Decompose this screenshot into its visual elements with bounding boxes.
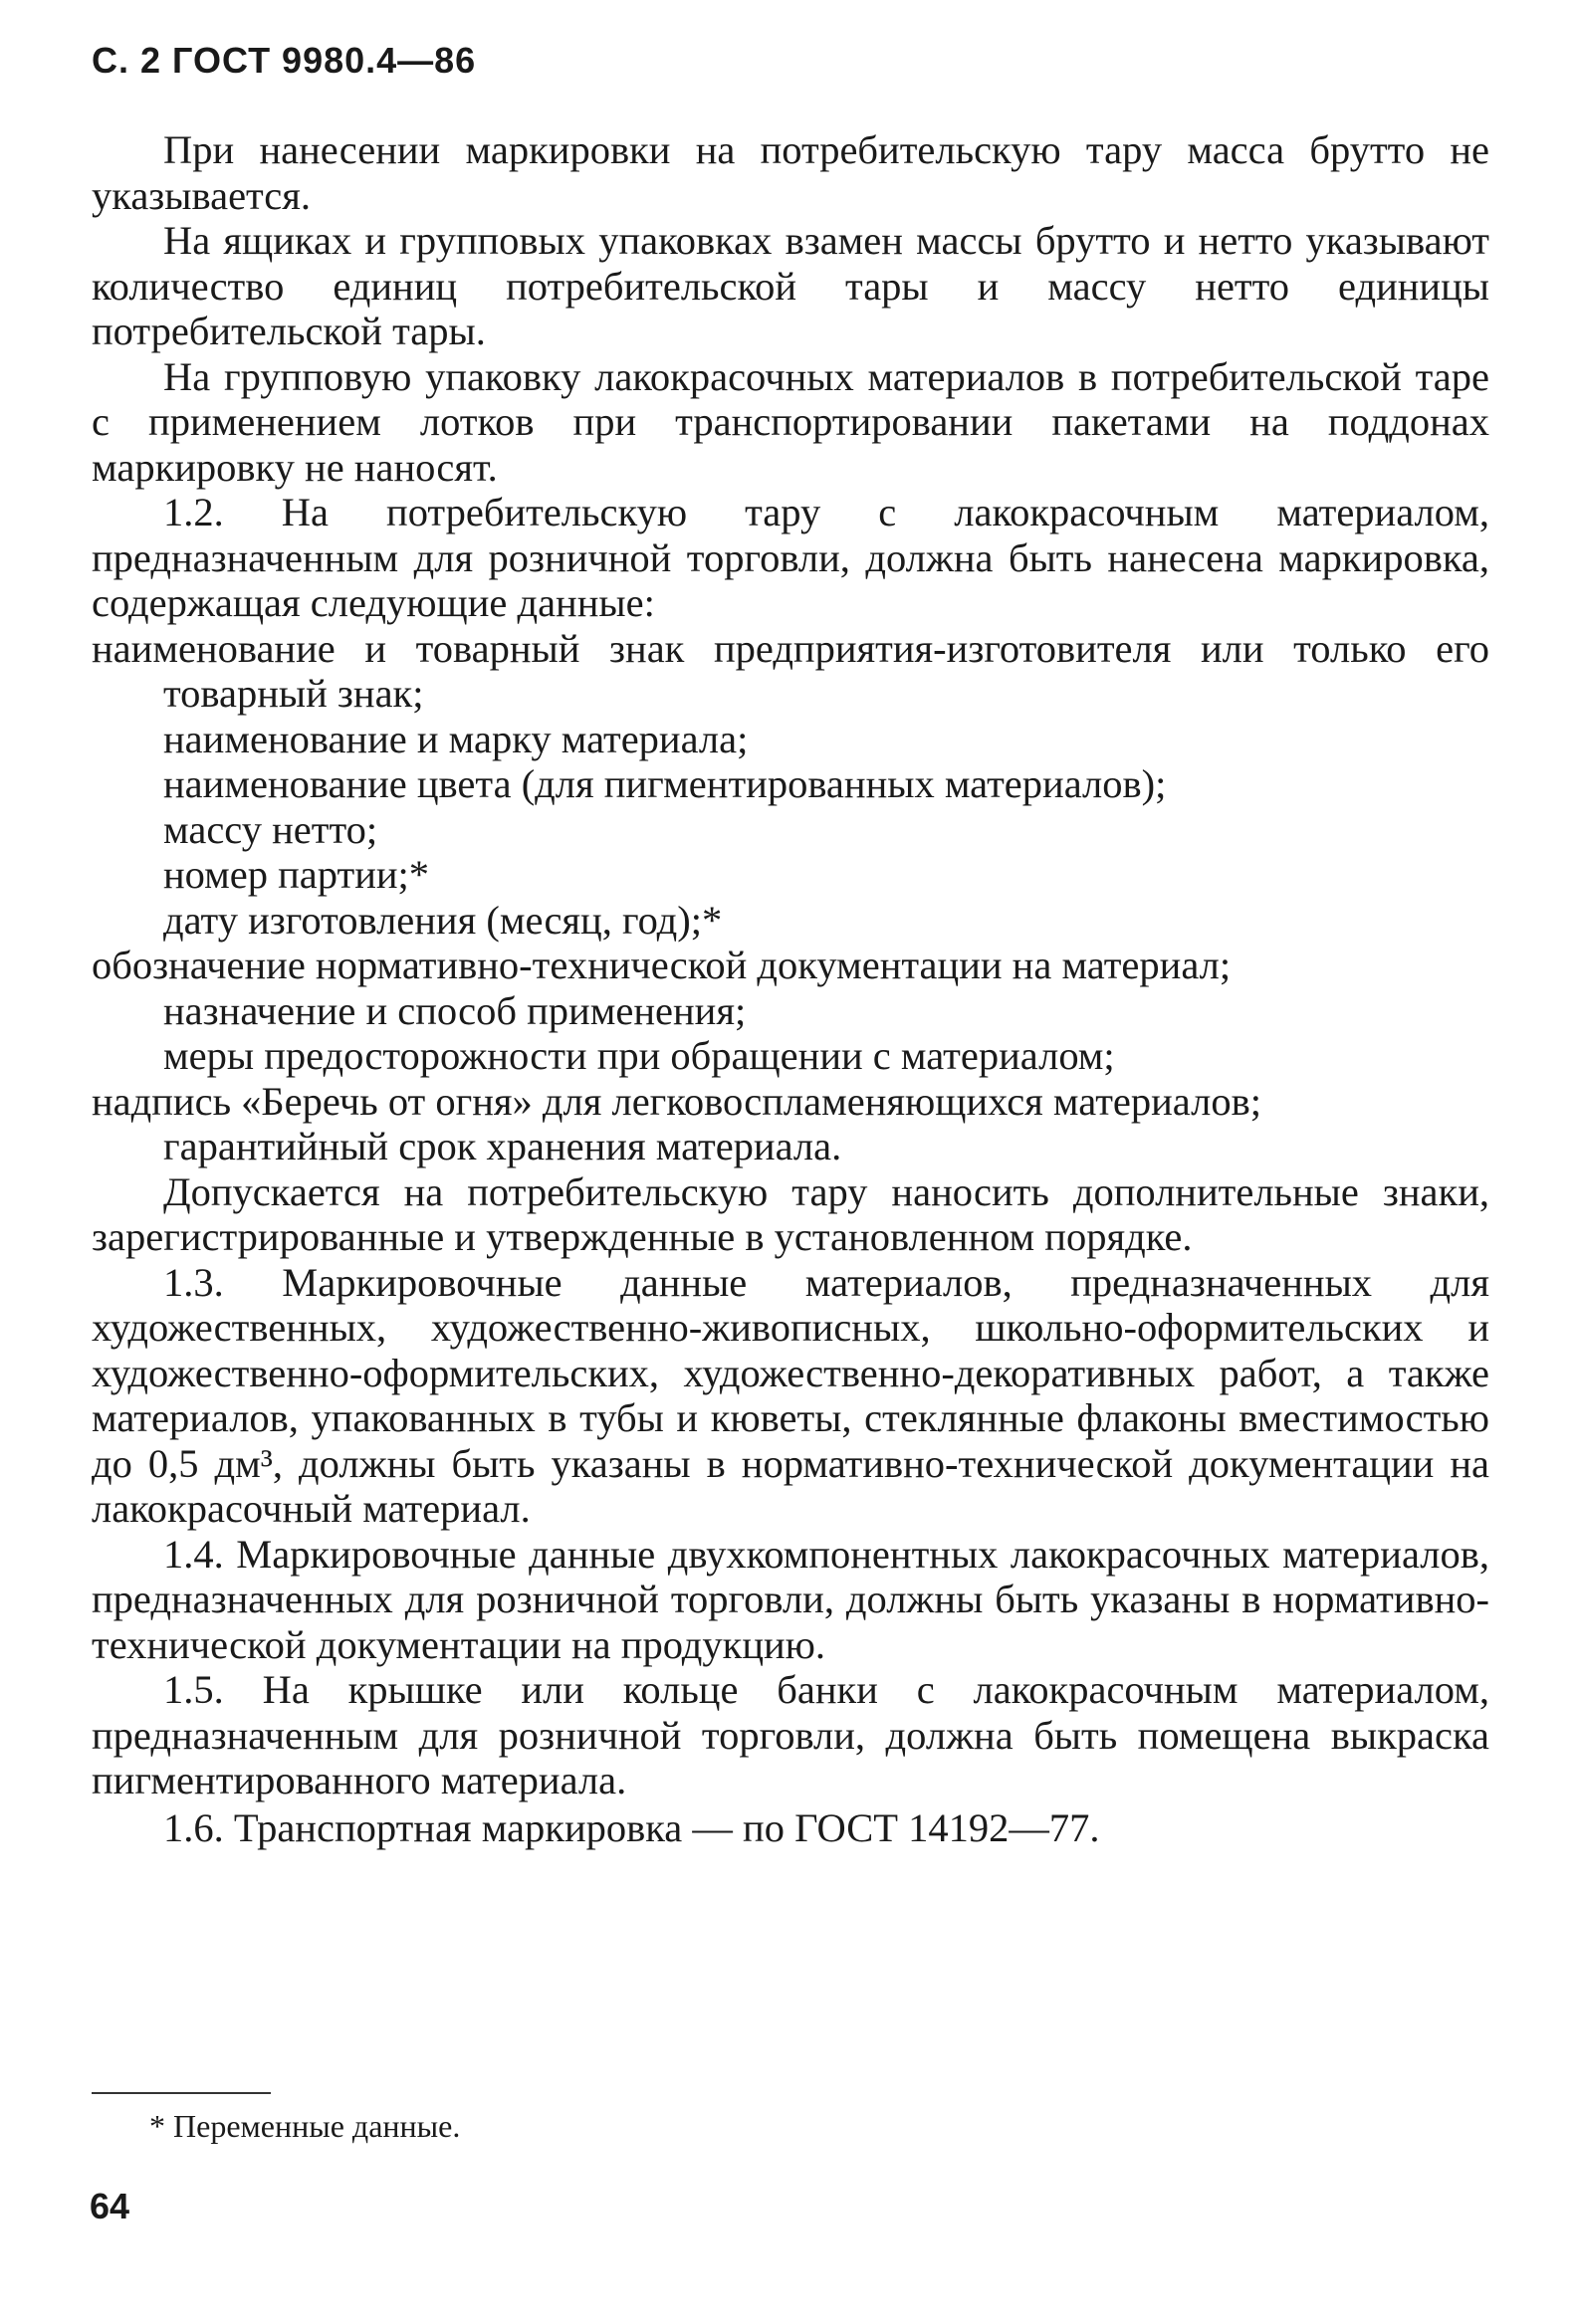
footnote-divider xyxy=(92,2092,271,2094)
list-item: наименование и товарный знак предприятия-изготовителя или только его товарный знак; xyxy=(92,625,1489,716)
clause-1-4: 1.4. Маркировочные данные двухкомпонентных лакокрасочных материалов, предназначенных для розничной торговли, должны быть указаны в нормативно-технической документации на продукцию. xyxy=(92,1531,1489,1667)
list-item: дату изготовления (месяц, год);* xyxy=(163,897,723,943)
list-item: наименование цвета (для пигментированных материалов); xyxy=(163,761,1167,806)
paragraph: Допускается на потребительскую тару наносить дополнительные знаки, зарегистрированные и утвержденные в установленном порядке. xyxy=(92,1168,1489,1259)
list-item: массу нетто; xyxy=(163,806,378,852)
paragraph: При нанесении маркировки на потребительскую тару масса брутто не указывается. xyxy=(92,127,1489,218)
paragraph: На групповую упаковку лакокрасочных материалов в потребительской таре с применением лотков при транспортировании пакетами на поддонах маркировку не наносят. xyxy=(92,353,1489,490)
clause-1-2: 1.2. На потребительскую тару с лакокрасочным материалом, предназначенным для розничной торговли, должна быть нанесена маркировка, содержащая следующие данные: xyxy=(92,490,1489,625)
document-body xyxy=(92,127,1489,1850)
paragraph: На ящиках и групповых упаковках взамен массы брутто и нетто указывают количество единиц потребительской тары и массу нетто единицы потребительской тары. xyxy=(92,218,1489,353)
list-item: наименование и марку материала; xyxy=(163,716,749,761)
list-item: номер партии;* xyxy=(163,852,430,897)
page-number: 64 xyxy=(90,2186,130,2226)
footnote: * Переменные данные. xyxy=(149,2108,461,2144)
clause-1-5: 1.5. На крышке или кольце банки с лакокрасочным материалом, предназначенным для розничной торговли, должна быть помещена выкраска пигментированного материала. xyxy=(92,1667,1489,1802)
list-item: назначение и способ применения; xyxy=(163,987,747,1033)
clause-1-6: 1.6. Транспортная маркировка — по ГОСТ 14192—77. xyxy=(163,1804,1100,1850)
list-item: обозначение нормативно-технической документации на материал; xyxy=(92,943,1232,987)
marking-list xyxy=(92,626,1489,1169)
list-item: меры предосторожности при обращении с материалом; xyxy=(163,1033,1115,1078)
list-item: гарантийный срок хранения материала. xyxy=(163,1124,842,1168)
list-item: надпись «Беречь от огня» для легковоспламеняющихся материалов; xyxy=(92,1078,1261,1124)
running-header: С. 2 ГОСТ 9980.4—86 xyxy=(92,40,477,81)
clause-1-3: 1.3. Маркировочные данные материалов, предназначенных для художественных, художественно-живописных, школьно-оформительских и художественно-оформительских, художественно-декоративных работ, а также материалов, упакованных в тубы и кюветы, стеклянные флаконы вместимостью до 0,5 дм³, должны быть указаны в нормативно-технической документации на лакокрасочный материал. xyxy=(92,1259,1489,1531)
